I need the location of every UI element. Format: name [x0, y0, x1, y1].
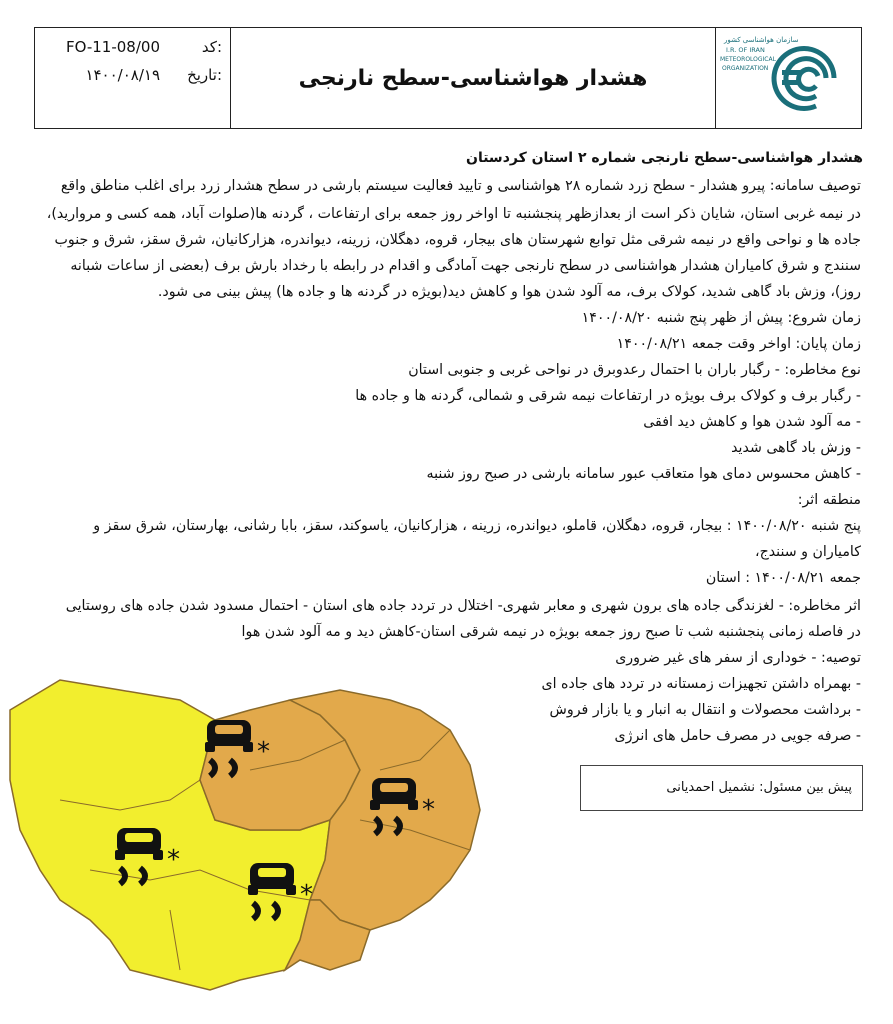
hazard-impact-cont: در فاصله زمانی پنجشنبه شب تا صبح روز جمعه بویژه در نیمه شرقی استان-کاهش دید و مه آلود شدن هوا	[241, 624, 861, 640]
affected-area-thursday: پنج شنبه ۱۴۰۰/۰۸/۲۰ : بیجار، قروه، دهگلان، قاملو، دیواندره، زرینه ، هزارکانیان، یاسوکند، سقز، بابا رشانی، بهارستان، شرق سقز و	[93, 518, 861, 534]
svg-text:I.R. OF IRAN: I.R. OF IRAN	[726, 46, 765, 54]
logo-cell	[715, 28, 861, 128]
svg-text:ORGANIZATION: ORGANIZATION	[722, 65, 769, 72]
svg-text:*: *	[422, 795, 435, 825]
document-header	[34, 27, 862, 129]
recommendation-item: - بهمراه داشتن تجهیزات زمستانه در تردد های جاده ای	[541, 676, 861, 692]
hazard-impact: اثر مخاطره: - لغزندگی جاده های برون شهری و معابر شهری- اختلال در تردد جاده های استان - احتمال مسدود شدن جاده های روستایی	[65, 598, 861, 614]
svg-text:METEOROLOGICAL: METEOROLOGICAL	[720, 56, 776, 63]
page-title: هشدار هواشناسی-سطح نارنجی	[298, 65, 648, 91]
hazard-item: - مه آلود شدن هوا و کاهش دید افقی	[643, 414, 861, 430]
code-label: کد:	[201, 38, 222, 56]
body-line: در نیمه غربی استان، شایان ذکر است از بعدازظهر پنجشنبه تا اواخر روز جمعه برای ارتفاعات ، گردنه ها(صلوات آباد، همه کسی و مروارید)،	[46, 206, 861, 222]
warning-subtitle: هشدار هواشناسی-سطح نارنجی شماره ۲ استان کردستان	[466, 150, 863, 166]
body-line: روز)، وزش باد گاهی شدید، کولاک برف، مه آلود شدن هوا و کاهش دید(بویژه در گردنه ها و جاده ها) پیش بینی می شود.	[157, 284, 861, 300]
recommendation-item: - برداشت محصولات و انتقال به انبار و یا بازار فروش	[549, 702, 861, 718]
body-line: جاده ها و نواحی واقع در نیمه شرقی مثل توابع شهرستان های بیجار، قروه، دهگلان، زرینه، دیواندره، هزارکانیان، شرق سقز، شرق و جنوب	[54, 232, 861, 248]
code-value: FO-11-08/00	[66, 38, 160, 56]
forecaster-box	[580, 765, 863, 811]
hazard-type: نوع مخاطره: - رگبار باران با احتمال رعدوبرق در نواحی غربی و جنوبی استان	[408, 362, 861, 378]
recommendation-item: - صرفه جویی در مصرف حامل های انرژی	[614, 728, 861, 744]
svg-text:*: *	[300, 880, 313, 910]
body-line: توصیف سامانه: پیرو هشدار - سطح زرد شماره ۲۸ هواشناسی و تایید فعالیت سیستم بارشی در سطح هشدار زرد برای اغلب مناطق واقع	[60, 178, 861, 194]
hazard-item: - کاهش محسوس دمای هوا متعاقب عبور سامانه بارشی در صبح روز شنبه	[426, 466, 861, 482]
affected-area-cont: کامیاران و سنندج،	[755, 544, 861, 560]
header-meta-cell	[35, 28, 231, 128]
hazard-item: - رگبار برف و کولاک برف بویژه در ارتفاعات نیمه شرقی و شمالی، گردنه ها و جاده ها	[355, 388, 861, 404]
recommendation: توصیه: - خوداری از سفر های غیر ضروری	[615, 650, 861, 666]
start-time: زمان شروع: پیش از ظهر پنج شنبه ۱۴۰۰/۰۸/۲۰	[581, 310, 861, 326]
affected-area-label: منطقه اثر:	[797, 492, 861, 508]
body-line: سنندج و شرق کامیاران هشدار هواشناسی در سطح نارنجی جهت آمادگی و اقدام در رابطه با رخداد بارش برف (بعضی از ساعات شبانه	[70, 258, 861, 274]
date-value: ۱۴۰۰/۰۸/۱۹	[85, 66, 160, 84]
date-label: تاریخ:	[187, 66, 222, 84]
affected-area-friday: جمعه ۱۴۰۰/۰۸/۲۱ : استان	[705, 570, 861, 586]
svg-text:*: *	[167, 845, 180, 875]
end-time: زمان پایان: اواخر وقت جمعه ۱۴۰۰/۰۸/۲۱	[616, 336, 861, 352]
province-warning-map	[0, 670, 580, 1024]
hazard-item: - وزش باد گاهی شدید	[731, 440, 861, 456]
svg-text:سازمان هواشناسی کشور: سازمان هواشناسی کشور	[724, 36, 799, 44]
forecaster-name: پیش بین مسئول: نشمیل احمدیانی	[666, 780, 852, 795]
meteorological-organization-logo	[716, 28, 862, 128]
svg-text:*: *	[257, 737, 270, 767]
